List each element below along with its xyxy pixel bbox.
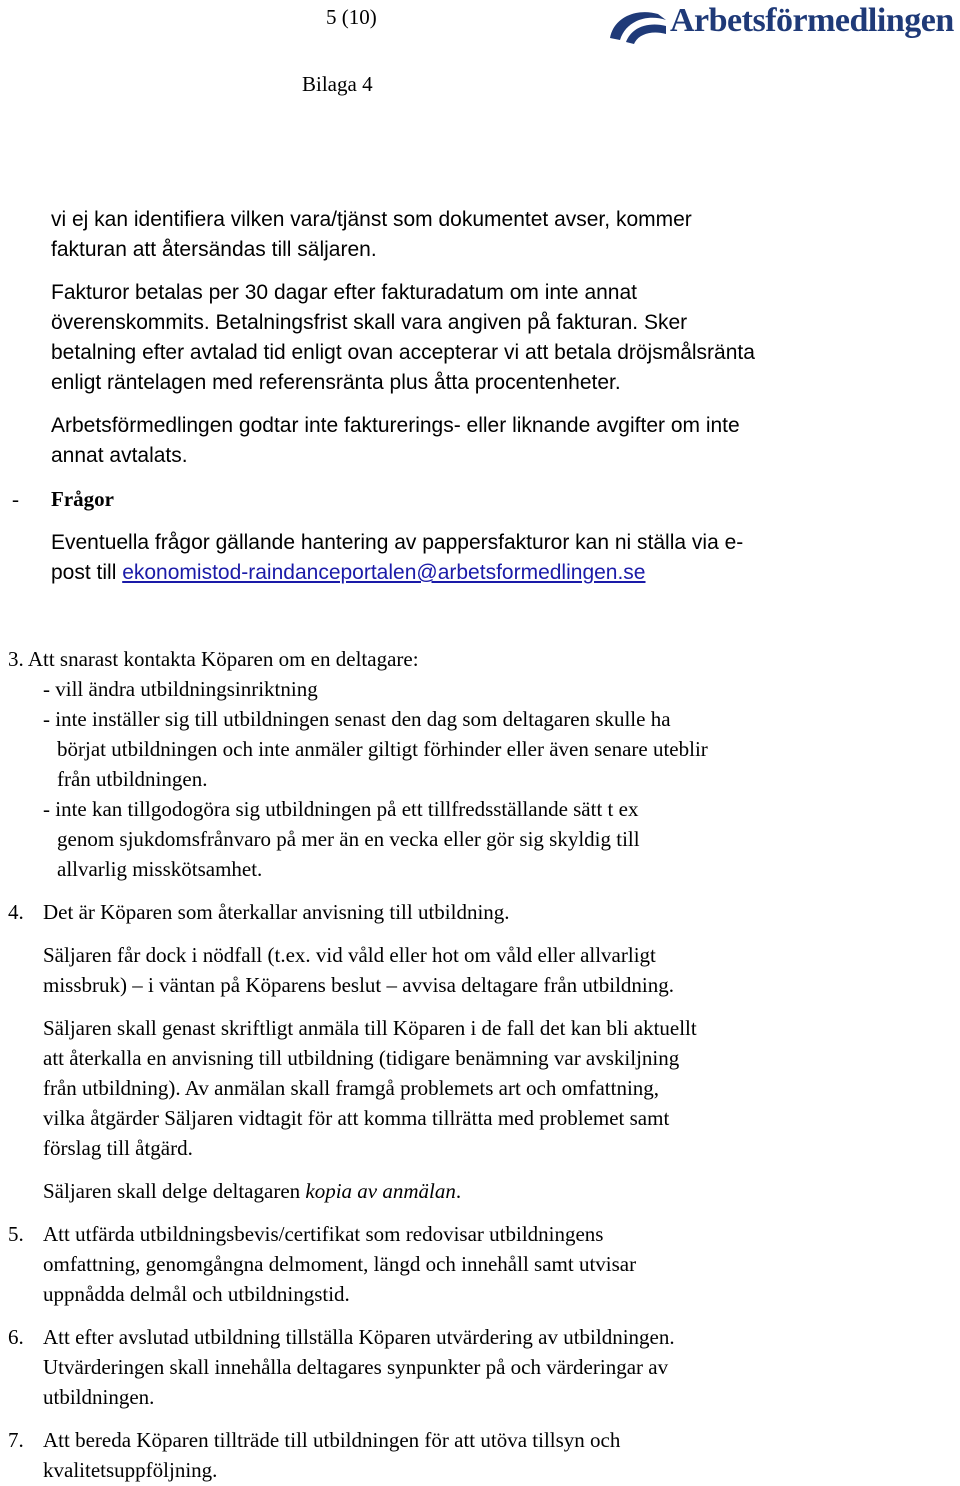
intro-p2-line3: betalning efter avtalad tid enligt ovan accepterar vi att betala dröjsmålsränta [51,341,755,364]
fragor-line2-prefix: post till [51,561,123,584]
item4-p4-suffix: . [455,1179,462,1203]
email-link[interactable]: ekonomistod-raindanceportalen@arbetsformedlingen.se [122,561,646,584]
logo-mark-icon [608,8,670,44]
item3-line8: allvarlig misskötsamhet. [57,857,263,881]
item7-line1: Att bereda Köparen tillträde till utbildningen för att utöva tillsyn och [43,1428,621,1452]
fragor-heading: Frågor [51,487,114,511]
item3-line3: - inte inställer sig till utbildningen senast den dag som deltagaren skulle ha [43,707,671,731]
item4-p2-line2: missbruk) – i väntan på Köparens beslut – avvisa deltagare från utbildning. [43,973,675,997]
item3-line4: börjat utbildningen och inte anmäler giltigt förhinder eller även senare uteblir [57,737,708,761]
item4-line1: Det är Köparen som återkallar anvisning till utbildning. [43,900,510,924]
intro-p2-line1: Fakturor betalas per 30 dagar efter fakturadatum om inte annat [51,281,638,304]
item5-number: 5. [8,1222,24,1246]
item3-line5: från utbildningen. [57,767,208,791]
fragor-line2 [51,558,646,588]
logo-wordmark: Arbetsförmedlingen [670,2,954,39]
item7-number: 7. [8,1428,24,1452]
item4-p4 [43,1176,461,1206]
item5-line1: Att utfärda utbildningsbevis/certifikat som redovisar utbildningens [43,1222,604,1246]
item4-p4-prefix: Säljaren skall delge deltagaren [43,1179,306,1203]
intro-p3-line2: annat avtalats. [51,444,188,467]
item5-line3: uppnådda delmål och utbildningstid. [43,1282,350,1306]
item4-p3-line3: från utbildning). Av anmälan skall framgå problemets art och omfattning, [43,1076,660,1100]
item4-p3-line2: att återkalla en anvisning till utbildning (tidigare benämning var avskiljning [43,1046,680,1070]
attachment-label: Bilaga 4 [302,72,373,96]
intro-p1-line1: vi ej kan identifiera vilken vara/tjänst som dokumentet avser, kommer [51,208,692,231]
intro-p3-line1: Arbetsförmedlingen godtar inte fakturerings- eller liknande avgifter om inte [51,414,740,437]
item6-number: 6. [8,1325,24,1349]
item4-p2-line1: Säljaren får dock i nödfall (t.ex. vid våld eller hot om våld eller allvarligt [43,943,656,967]
intro-p2-line2: överenskommits. Betalningsfrist skall vara angiven på fakturan. Sker [51,311,688,334]
item6-line1: Att efter avslutad utbildning tillställa Köparen utvärdering av utbildningen. [43,1325,675,1349]
item4-p4-italic: kopia av anmälan [305,1179,456,1203]
item7-line2: kvalitetsuppföljning. [43,1458,218,1482]
item3-line2: - vill ändra utbildningsinriktning [43,677,318,701]
item5-line2: omfattning, genomgångna delmoment, längd och innehåll samt utvisar [43,1252,637,1276]
fragor-line1: Eventuella frågor gällande hantering av pappersfakturor kan ni ställa via e- [51,531,744,554]
item3-line7: genom sjukdomsfrånvaro på mer än en vecka eller gör sig skyldig till [57,827,640,851]
item6-line3: utbildningen. [43,1385,155,1409]
item3-line6: - inte kan tillgodogöra sig utbildningen på ett tillfredsställande sätt t ex [43,797,639,821]
intro-p1-line2: fakturan att återsändas till säljaren. [51,238,377,261]
item4-p3-line4: vilka åtgärder Säljaren vidtagit för att komma tillrätta med problemet samt [43,1106,670,1130]
item4-p3-line1: Säljaren skall genast skriftligt anmäla till Köparen i de fall det kan bli aktuellt [43,1016,697,1040]
item4-number: 4. [8,900,24,924]
intro-p2-line4: enligt räntelagen med referensränta plus åtta procentenheter. [51,371,621,394]
item6-line2: Utvärderingen skall innehålla deltagares synpunkter på och värderingar av [43,1355,669,1379]
fragor-bullet: - [12,487,19,511]
logo [608,4,960,50]
item3-line1: 3. Att snarast kontakta Köparen om en deltagare: [8,647,419,671]
page-number: 5 (10) [326,5,377,29]
item4-p3-line5: förslag till åtgärd. [43,1136,193,1160]
